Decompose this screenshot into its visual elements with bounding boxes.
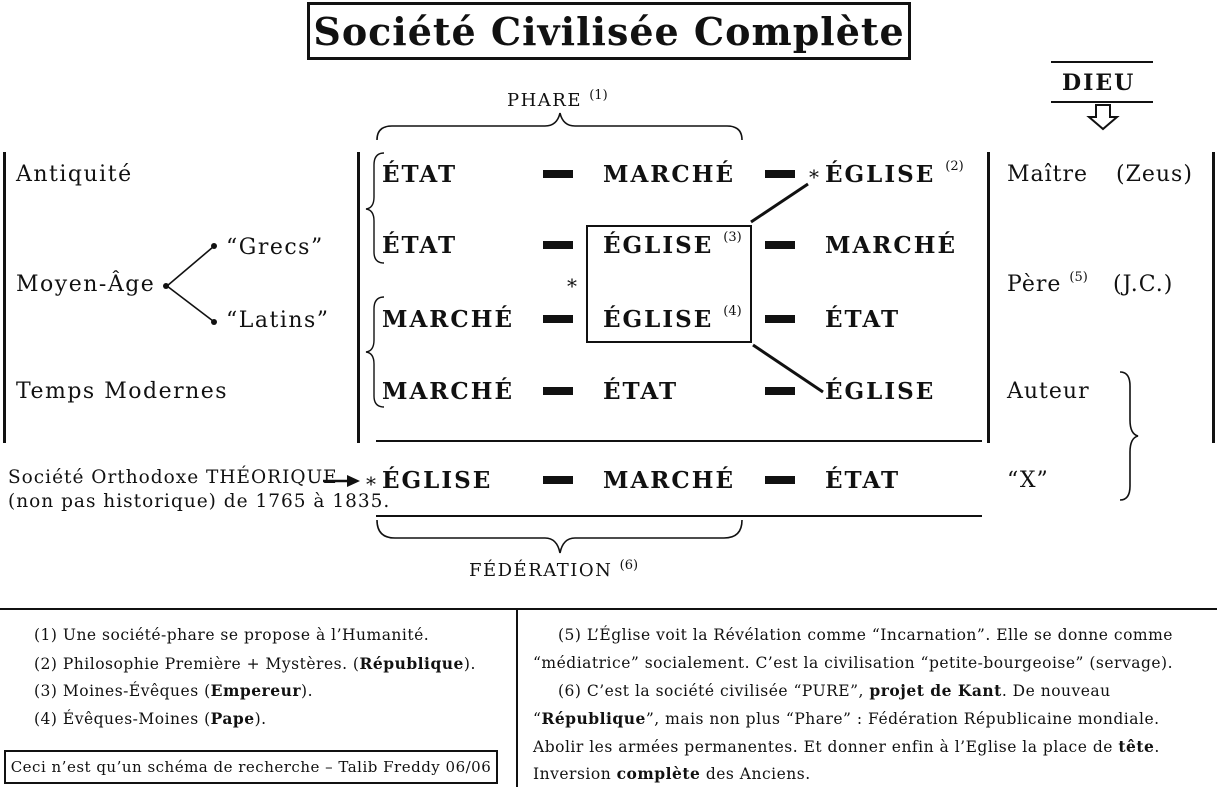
note-6-line3 — [533, 737, 1160, 756]
federation-brace — [377, 520, 742, 553]
note-6-line4 — [533, 764, 811, 783]
fork-upper — [167, 247, 213, 286]
connector-bottom — [753, 345, 823, 392]
phare-text: PHARE — [507, 90, 582, 111]
note-3-suffix: ). — [301, 682, 314, 700]
row1-col1: ÉTAT — [382, 161, 458, 188]
note-6-l3-post: . — [1154, 738, 1160, 756]
note-6-l1-pre: (6) C’est la société civilisée “PURE”, — [558, 682, 870, 700]
note-4-suffix: ). — [254, 710, 267, 728]
note-6-l4-bold: complète — [616, 764, 701, 783]
row3-col2-text: ÉGLISE — [603, 306, 714, 333]
fork-grecs-dot — [211, 243, 217, 249]
note-6-l1-post: . De nouveau — [1001, 682, 1111, 700]
footer-top-rule — [0, 608, 1217, 610]
fork-origin-dot — [163, 283, 169, 289]
era-antiquite: Antiquité — [16, 162, 133, 187]
right-pere-text: Père — [1007, 272, 1062, 297]
left-brace-rows12 — [366, 153, 384, 263]
note-6-l3-pre: Abolir les armées permanentes. Et donner enfin à l’Eglise la place de — [533, 738, 1119, 756]
era-grecs: “Grecs” — [226, 235, 324, 260]
note-2 — [34, 654, 476, 673]
era-temps-modernes: Temps Modernes — [16, 379, 229, 404]
note-6-l3-bold: tête — [1118, 737, 1155, 756]
row2-col1: ÉTAT — [382, 232, 458, 259]
right-pere-note: (5) — [1069, 270, 1088, 285]
note-6-l2-bold: République — [541, 709, 646, 728]
note-6-l4-post: des Anciens. — [700, 765, 811, 783]
era-moyen-age: Moyen-Âge — [16, 272, 156, 297]
note-2-suffix: ). — [463, 655, 476, 673]
right-zeus: (Zeus) — [1116, 162, 1193, 187]
row5-col1: ÉGLISE — [382, 467, 493, 494]
row1-col2: MARCHÉ — [603, 161, 735, 188]
row2-col2-note: (3) — [723, 230, 742, 245]
federation-note: (6) — [619, 558, 639, 573]
note-3-bold: Empereur — [210, 681, 302, 700]
note-5-line2: “médiatrice” socialement. C’est la civilisation “petite-bourgeoise” (servage). — [533, 654, 1174, 672]
note-2-prefix: (2) Philosophie Première + Mystères. ( — [34, 655, 360, 673]
note-3-prefix: (3) Moines-Évêques ( — [34, 682, 211, 700]
row3-col2-note: (4) — [723, 304, 742, 319]
row2-col3: MARCHÉ — [825, 232, 957, 259]
note-4-prefix: (4) Évêques-Moines ( — [34, 710, 211, 728]
right-brace — [1120, 372, 1138, 500]
note-5-line1: (5) L’Église voit la Révélation comme “Incarnation”. Elle se donne comme — [558, 626, 1173, 644]
note-6-line2 — [533, 709, 1160, 728]
row3-col1: MARCHÉ — [382, 306, 514, 333]
right-auteur: Auteur — [1007, 379, 1090, 404]
dieu-arrow-icon — [1089, 105, 1117, 129]
note-6-l2-post: ”, mais non plus “Phare” : Fédération Républicaine mondiale. — [645, 710, 1160, 728]
church-box — [587, 226, 751, 342]
footer-divider — [516, 609, 518, 787]
row5-col2: MARCHÉ — [603, 467, 735, 494]
note-4-bold: Pape — [210, 709, 255, 728]
orthodoxe-arrowhead-icon — [347, 475, 360, 487]
row4-col3: ÉGLISE — [825, 378, 936, 405]
fork-latins-dot — [211, 319, 217, 325]
credit-box: Ceci n’est qu’un schéma de recherche – Talib Freddy 06/06 — [4, 750, 498, 784]
row5-col3: ÉTAT — [825, 467, 901, 494]
orthodoxe-line2: (non pas historique) de 1765 à 1835. — [8, 491, 391, 512]
note-6-line1 — [558, 681, 1111, 700]
phare-note: (1) — [589, 88, 608, 103]
row1-asterisk: * — [809, 165, 819, 189]
dieu-label: DIEU — [1062, 70, 1136, 96]
left-brace-rows34 — [366, 297, 384, 407]
row4-col2: ÉTAT — [603, 378, 679, 405]
row5-asterisk: * — [366, 472, 376, 496]
row2-col2-text: ÉGLISE — [603, 232, 714, 259]
right-jc: (J.C.) — [1113, 272, 1174, 297]
phare-brace — [377, 113, 742, 140]
note-3 — [34, 681, 313, 700]
federation-text: FÉDÉRATION — [469, 560, 613, 581]
note-1 — [34, 626, 429, 644]
note-6-l2-quote: “ — [533, 710, 542, 728]
row1-col3-text: ÉGLISE — [825, 161, 936, 188]
right-maitre: Maître — [1007, 162, 1089, 187]
note-6-l4-pre: Inversion — [533, 765, 617, 783]
row4-col1: MARCHÉ — [382, 378, 514, 405]
row1-col3-note: (2) — [945, 159, 964, 174]
note-2-bold: République — [359, 654, 464, 673]
orthodoxe-line1: Société Orthodoxe THÉORIQUE — [8, 467, 338, 488]
note-6-l1-bold: projet de Kant — [869, 681, 1002, 700]
diagram-title: Société Civilisée Complète — [307, 2, 911, 60]
note-1-text: (1) Une société-phare se propose à l’Humanité. — [34, 626, 430, 644]
note-4 — [34, 709, 267, 728]
fork-lower — [167, 286, 213, 321]
connector-top — [751, 184, 808, 222]
row3-col3: ÉTAT — [825, 306, 901, 333]
middle-asterisk: * — [567, 274, 577, 298]
right-x: “X” — [1007, 468, 1049, 493]
era-latins: “Latins” — [226, 308, 330, 333]
